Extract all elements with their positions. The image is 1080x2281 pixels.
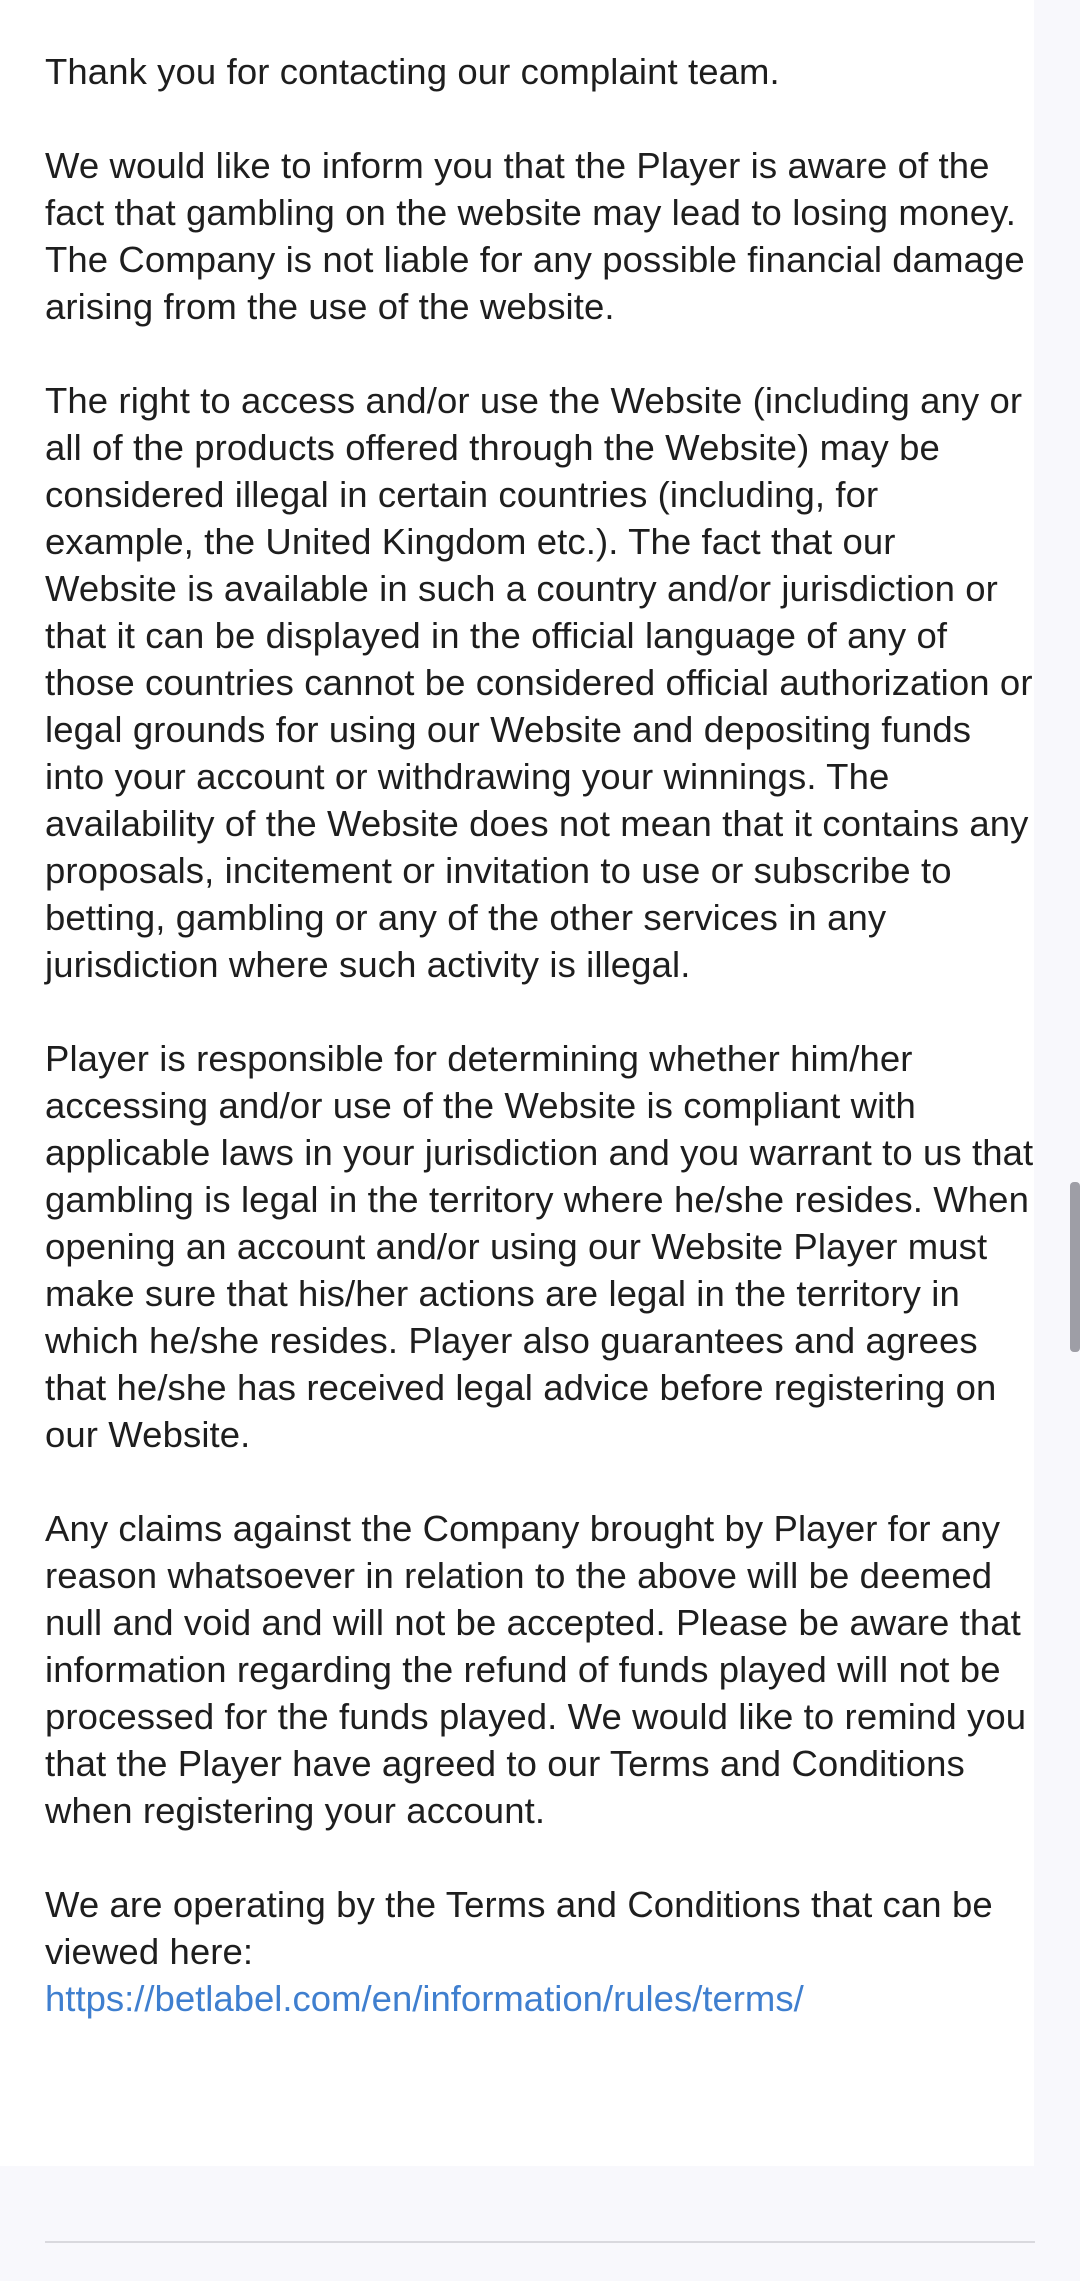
legal-access-paragraph: The right to access and/or use the Website (including any or all of the products offered through the Website) may be considered illegal in certain countries (including, for example, the United Kingdom etc.). The fact that our Website is available in such a country and/or jurisdiction or that it can be displayed in the official language of any of those countries cannot be considered official authorization or legal grounds for using our Website and depositing funds into your account or withdrawing your winnings. The availability of the Website does not mean that it contains any proposals, incitement or invitation to use or subscribe to betting, gambling or any of the other services in any jurisdiction where such activity is illegal. [45,380,1033,985]
terms-link[interactable]: https://betlabel.com/en/information/rules/terms/ [45,1978,804,2019]
terms-intro-paragraph: We are operating by the Terms and Conditions that can be viewed here: [45,1884,993,1972]
greeting-paragraph: Thank you for contacting our complaint team. [45,51,780,92]
claims-paragraph: Any claims against the Company brought by Player for any reason whatsoever in relation to the above will be deemed null and void and will not be accepted. Please be aware that information regarding the refund of funds played will not be processed for the funds played. We would like to remind you that the Player have agreed to our Terms and Conditions when registering your account. [45,1508,1027,1831]
gambling-risk-paragraph: We would like to inform you that the Player is aware of the fact that gambling on the website may lead to losing money. The Company is not liable for any possible financial damage arising from the use of the website. [45,145,1025,327]
divider [45,2241,1035,2243]
scrollbar-thumb[interactable] [1070,1182,1080,1352]
player-responsibility-paragraph: Player is responsible for determining whether him/her accessing and/or use of the Website is compliant with applicable laws in your jurisdiction and you warrant to us that gambling is legal in the territory where he/she resides. When opening an account and/or using our Website Player must make sure that his/her actions are legal in the territory in which he/she resides. Player also guarantees and agrees that he/she has received legal advice before registering on our Website. [45,1038,1034,1455]
